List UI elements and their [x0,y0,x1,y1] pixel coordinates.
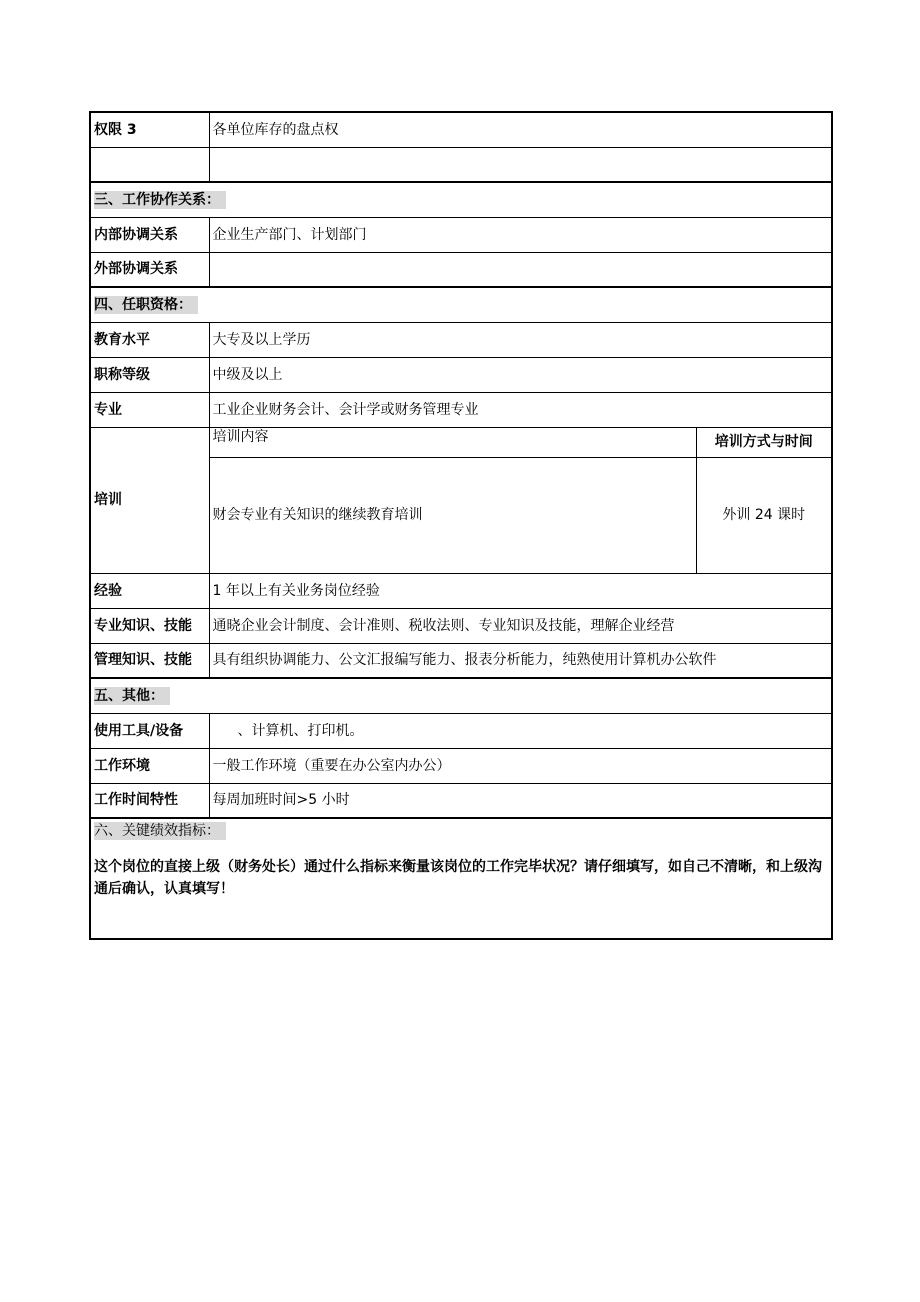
section6-cell [90,818,832,939]
job-description-table [89,111,833,940]
authority-label: 权限 3 [90,112,209,147]
kpi-note: 这个岗位的直接上级（财务处长）通过什么指标来衡量该岗位的工作完毕状况？请仔细填写，如自己不清晰，和上级沟通后确认，认真填写！ [94,859,822,897]
pro-knowledge-label: 专业知识、技能 [90,608,209,643]
row-empty [90,147,832,182]
education-label: 教育水平 [90,322,209,357]
training-content: 财会专业有关知识的继续教育培训 [209,457,696,573]
section6-header [94,822,828,840]
row-education [90,322,832,357]
training-label: 培训 [90,427,209,573]
empty-cell [90,147,209,182]
work-time-label: 工作时间特性 [90,783,209,818]
section6-row [90,818,832,939]
row-title-grade [90,357,832,392]
external-coordination-label: 外部协调关系 [90,252,209,287]
external-coordination-value [209,252,832,287]
row-internal-coordination [90,217,832,252]
row-mgmt-knowledge [90,643,832,678]
title-grade-label: 职称等级 [90,357,209,392]
empty-cell [209,147,832,182]
section4-header [90,287,832,322]
row-major [90,392,832,427]
environment-value: 一般工作环境（重要在办公室内办公） [209,748,832,783]
tools-label: 使用工具/设备 [90,713,209,748]
row-work-time [90,783,832,818]
major-value: 工业企业财务会计、会计学或财务管理专业 [209,392,832,427]
mgmt-knowledge-value: 具有组织协调能力、公文汇报编写能力、报表分析能力，纯熟使用计算机办公软件 [209,643,832,678]
section5-header [90,678,832,713]
section6-title: 六、关键绩效指标： [94,822,226,840]
job-description-document [89,111,831,940]
row-tools [90,713,832,748]
row-external-coordination [90,252,832,287]
internal-coordination-label: 内部协调关系 [90,217,209,252]
experience-value: 1 年以上有关业务岗位经验 [209,573,832,608]
education-value: 大专及以上学历 [209,322,832,357]
section4-header-row [90,287,832,322]
experience-label: 经验 [90,573,209,608]
section5-header-row [90,678,832,713]
row-authority-3 [90,112,832,147]
row-experience [90,573,832,608]
environment-label: 工作环境 [90,748,209,783]
title-grade-value: 中级及以上 [209,357,832,392]
major-label: 专业 [90,392,209,427]
section3-title: 三、工作协作关系： [94,191,226,209]
row-environment [90,748,832,783]
training-content-header: 培训内容 [209,427,696,457]
section3-header-row [90,182,832,217]
section4-title: 四、任职资格： [94,296,198,314]
work-time-value: 每周加班时间>5 小时 [209,783,832,818]
row-training-header [90,427,832,457]
section3-header [90,182,832,217]
mgmt-knowledge-label: 管理知识、技能 [90,643,209,678]
training-method-header: 培训方式与时间 [696,427,832,457]
authority-value: 各单位库存的盘点权 [209,112,832,147]
training-method: 外训 24 课时 [696,457,832,573]
pro-knowledge-value: 通晓企业会计制度、会计准则、税收法则、专业知识及技能，理解企业经营 [209,608,832,643]
row-pro-knowledge [90,608,832,643]
internal-coordination-value: 企业生产部门、计划部门 [209,217,832,252]
section5-title: 五、其他： [94,687,170,705]
tools-value: 、计算机、打印机。 [209,713,832,748]
